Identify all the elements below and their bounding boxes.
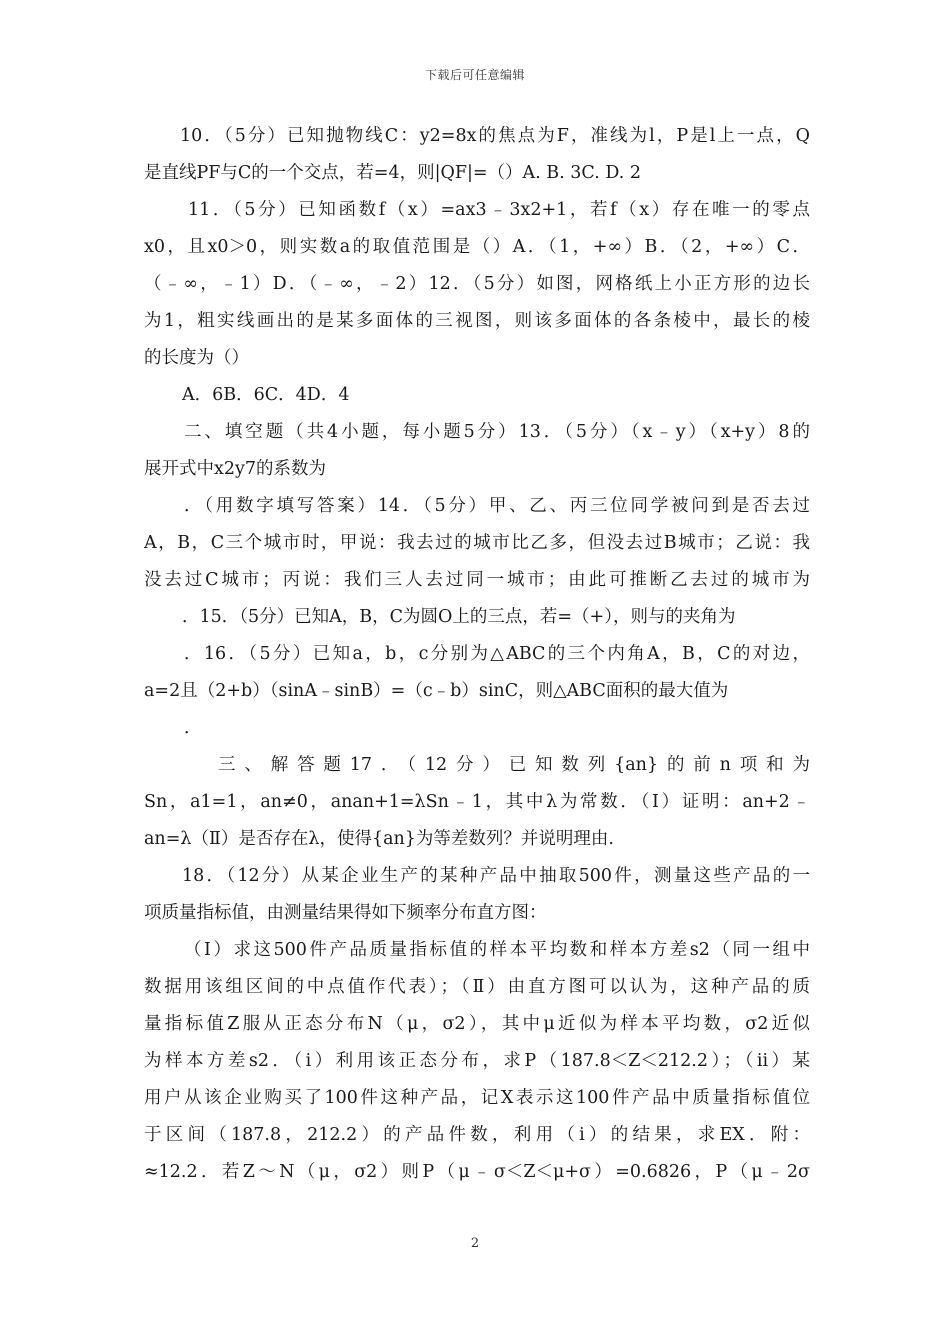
text-line: 为样本方差s2．（i）利用该正态分布，求P（187.8＜Z＜212.2）；（ii）某 — [144, 1051, 810, 1071]
page-header: 下载后可任意编辑 — [424, 68, 525, 82]
text-line: 10．（5分）已知抛物线C：y2=8x的焦点为F，准线为l，P是l上一点，Q — [180, 126, 810, 146]
text-line: Sn，a1=1，an≠0，anan+1=λSn﹣1，其中λ为常数．（Ⅰ）证明：an+2﹣ — [144, 792, 810, 812]
text-line: x0，且x0＞0，则实数a的取值范围是（）A．（1，+∞）B．（2，+∞）C． — [144, 237, 810, 257]
text-line: 18．（12分）从某企业生产的某种产品中抽取500件，测量这些产品的一 — [182, 866, 810, 886]
text-line: a=2且（2+b）（sinA﹣sinB）=（c﹣b）sinC，则△ABC面积的最大值为 — [144, 681, 729, 701]
text-line: an=λ（Ⅱ）是否存在λ，使得{an}为等差数列？并说明理由. — [144, 829, 614, 849]
text-line: （﹣∞，﹣1）D．（﹣∞，﹣2）12．（5分）如图，网格纸上小正方形的边长 — [144, 274, 810, 294]
text-line: 没去过C城市；丙说：我们三人去过同一城市；由此可推断乙去过的城市为 — [144, 570, 810, 590]
text-line: A．6B．6C．4D．4 — [182, 385, 350, 405]
text-line: A，B，C三个城市时，甲说：我去过的城市比乙多，但没去过B城市；乙说：我 — [144, 533, 810, 553]
text-line: 于区间（187.8，212.2）的产品件数，利用（i）的结果，求EX．附： — [144, 1125, 810, 1145]
text-line: 11．（5分）已知函数f（x）=ax3﹣3x2+1，若f（x）存在唯一的零点 — [188, 200, 810, 220]
text-line: ．16．（5分）已知a，b，c分别为△ABC的三个内角A，B，C的对边， — [184, 644, 810, 664]
text-line: 是直线PF与C的一个交点，若=4，则|QF|=（）A. B. 3C. D. 2 — [144, 163, 641, 183]
text-line: 数据用该组区间的中点值作代表）；（Ⅱ）由直方图可以认为，这种产品的质 — [144, 977, 810, 997]
page-number: 2 — [470, 1236, 480, 1251]
text-line: 二、填空题（共4小题，每小题5分）13．（5分）（x﹣y）（x+y）8的 — [184, 422, 810, 442]
text-line: 展开式中x2y7的系数为 — [144, 459, 327, 479]
text-line: （Ⅰ）求这500件产品质量指标值的样本平均数和样本方差s2（同一组中 — [184, 940, 810, 960]
text-line: 的长度为（） — [144, 348, 249, 368]
text-line: ．15．（5分）已知A，B，C为圆O上的三点，若=（+），则与的夹角为 — [182, 607, 736, 627]
text-line: ． — [184, 718, 202, 738]
text-line: 为1，粗实线画出的是某多面体的三视图，则该多面体的各条棱中，最长的棱 — [144, 311, 810, 331]
text-line: 三、解答题17．（12分）已知数列{an}的前n项和为 — [218, 755, 810, 775]
text-line: 项质量指标值，由测量结果得如下频率分布直方图： — [144, 903, 547, 923]
text-line: 用户从该企业购买了100件这种产品，记X表示这100件产品中质量指标值位 — [144, 1088, 810, 1108]
text-line: ≈12.2．若Z～N（μ，σ2）则P（μ﹣σ＜Z＜μ+σ）=0.6826，P（μ﹣2σ — [144, 1162, 810, 1182]
text-line: 量指标值Z服从正态分布N（μ，σ2），其中μ近似为样本平均数，σ2近似 — [144, 1014, 810, 1034]
text-line: ．（用数字填写答案）14．（5分）甲、乙、丙三位同学被问到是否去过 — [184, 496, 810, 516]
document-body — [144, 118, 810, 1191]
